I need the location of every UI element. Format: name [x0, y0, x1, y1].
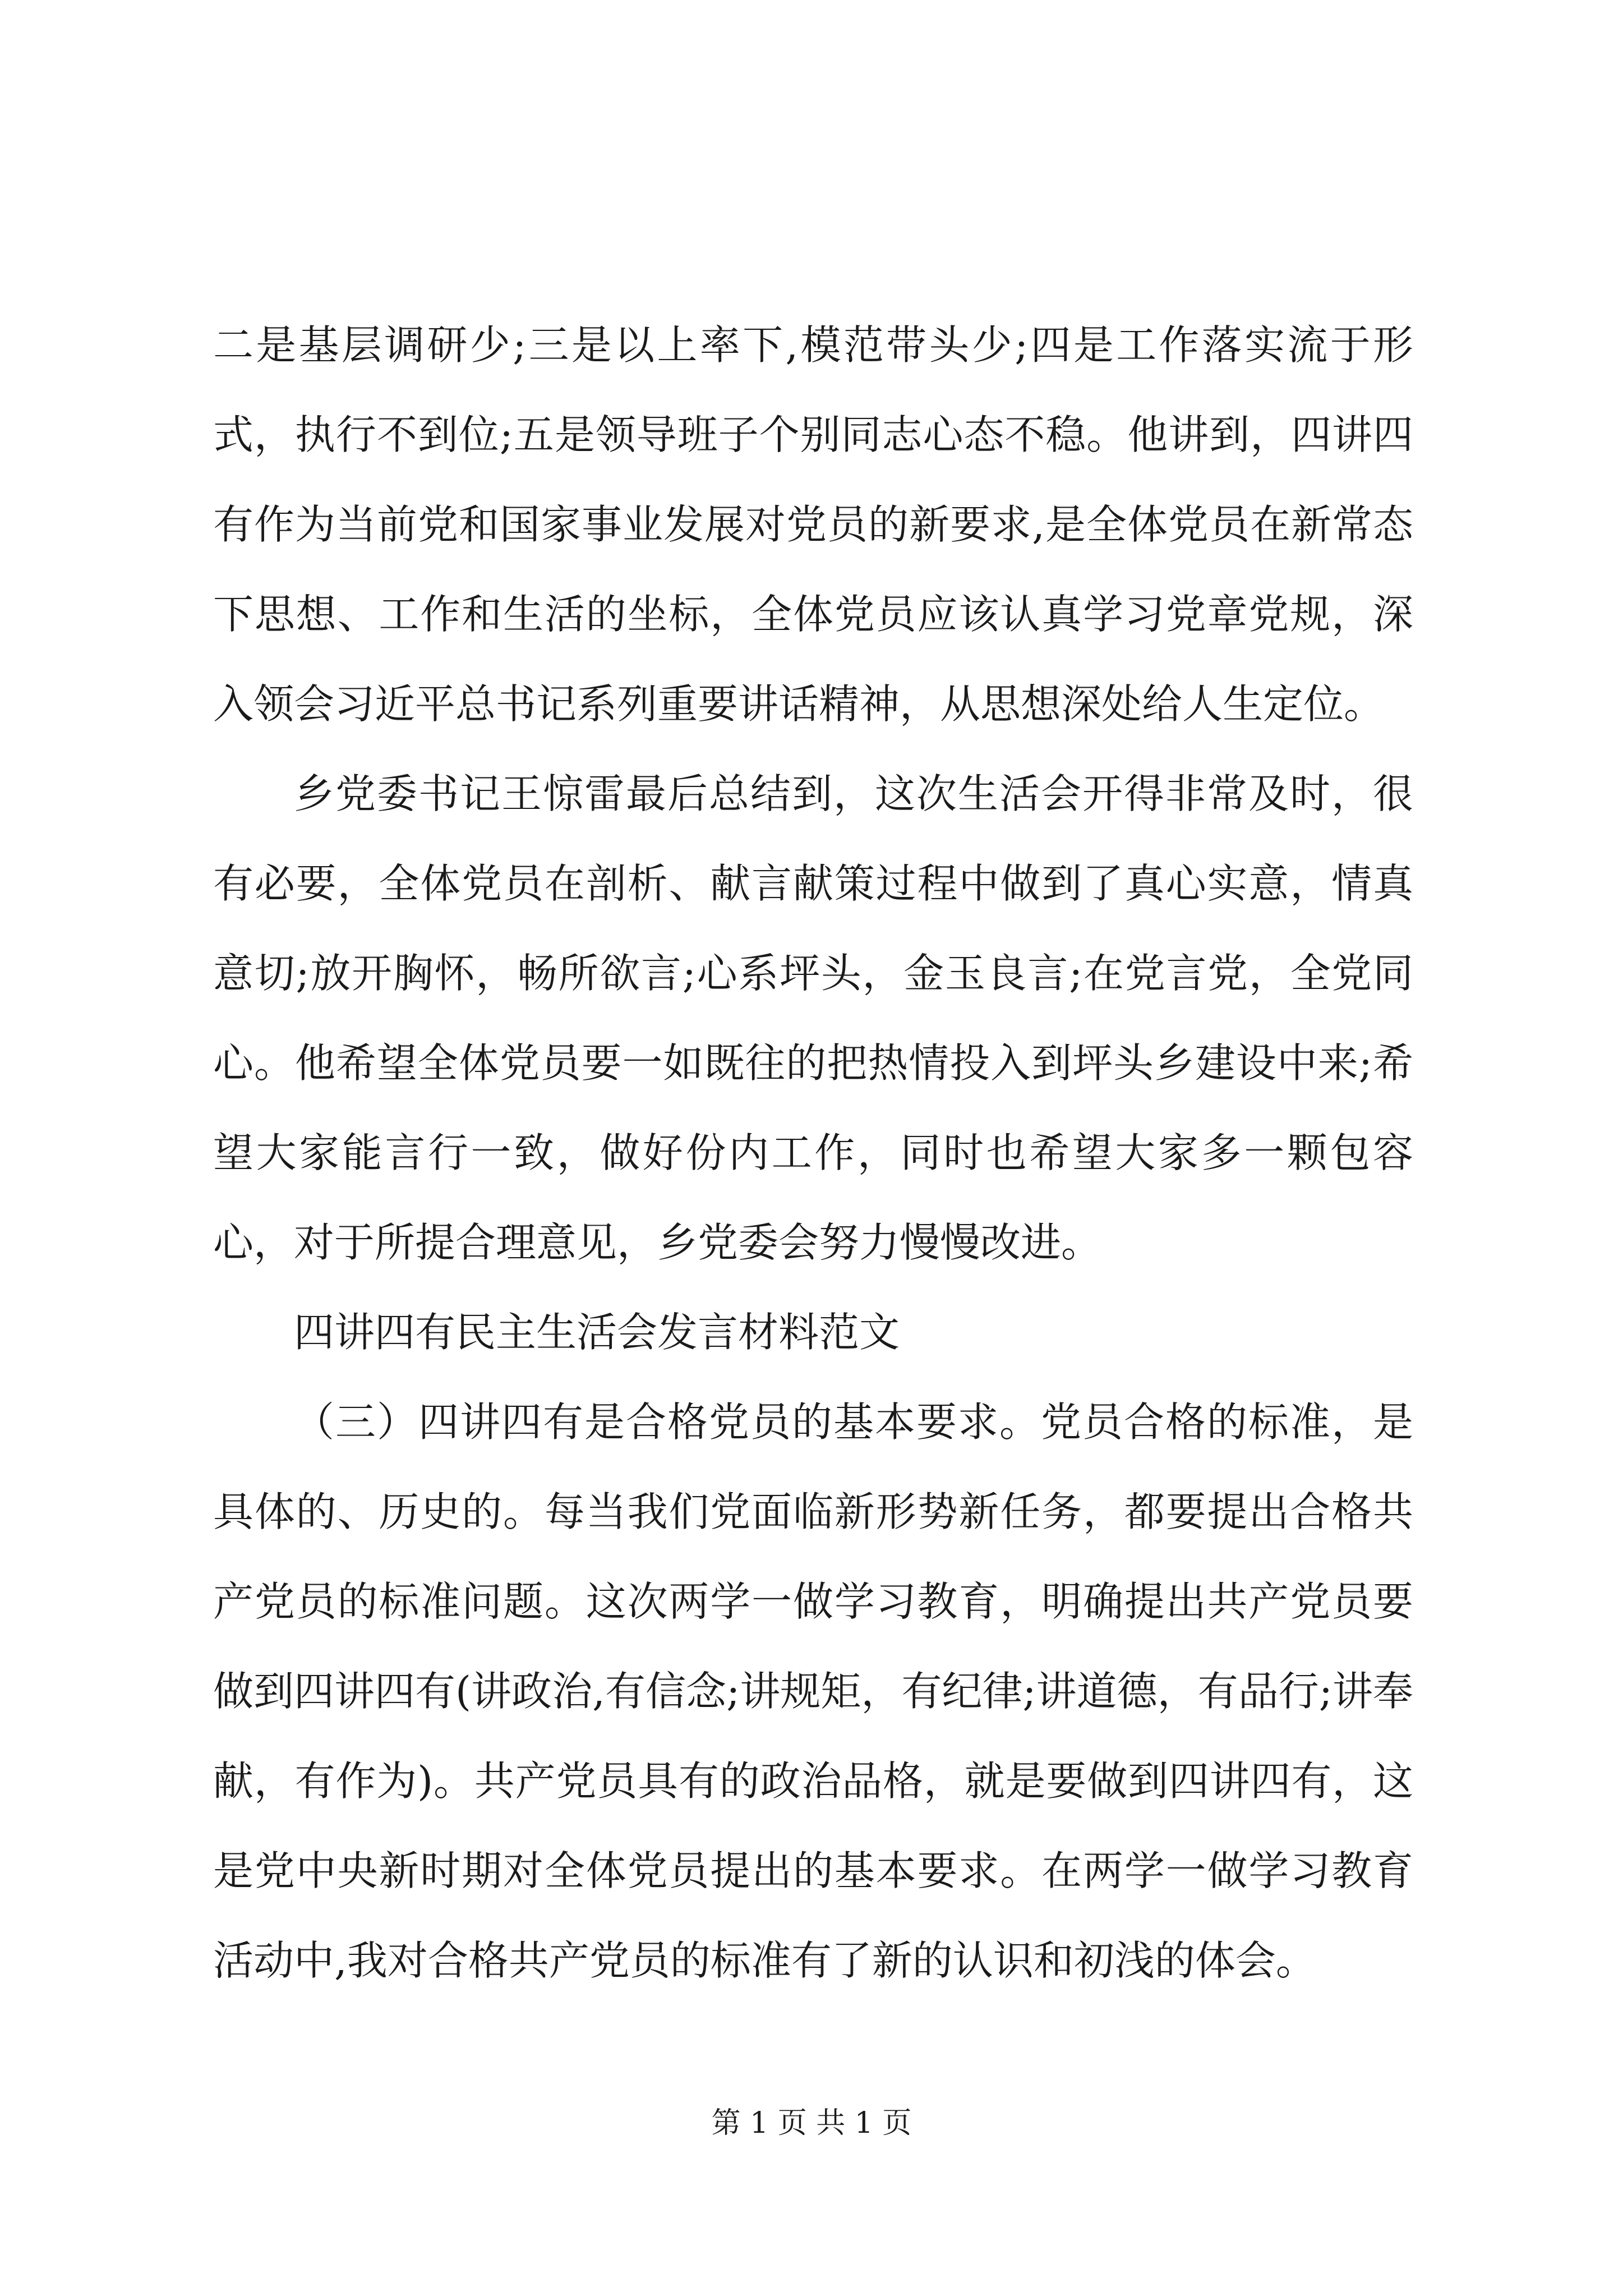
body-paragraph-3: （三）四讲四有是合格党员的基本要求。党员合格的标准，是具体的、历史的。每当我们党面临新形势新任务，都要提出合格共产党员的标准问题。这次两学一做学习教育，明确提出共产党员要做到四讲四有(讲政治,有信念;讲规矩，有纪律;讲道德，有品行;讲奉献，有作为)。共产党员具有的政治品格，就是要做到四讲四有，这是党中央新时期对全体党员提出的基本要求。在两学一做学习教育活动中,我对合格共产党员的标准有了新的认识和初浅的体会。	[213, 1398, 1413, 1984]
body-paragraph-2: 乡党委书记王惊雷最后总结到，这次生活会开得非常及时，很有必要，全体党员在剖析、献言献策过程中做到了真心实意，情真意切;放开胸怀，畅所欲言;心系坪头，金玉良言;在党言党，全党同心。他希望全体党员要一如既往的把热情投入到坪头乡建设中来;希望大家能言行一致，做好份内工作，同时也希望大家多一颗包容心，对于所提合理意见，乡党委会努力慢慢改进。	[213, 770, 1413, 1266]
document-body	[213, 300, 1413, 2005]
page-footer: 第 1 页 共 1 页	[711, 2106, 912, 2140]
section-heading: 四讲四有民主生活会发言材料范文	[294, 1309, 900, 1356]
body-paragraph-1: 二是基层调研少;三是以上率下,模范带头少;四是工作落实流于形式，执行不到位;五是领导班子个别同志心态不稳。他讲到，四讲四有作为当前党和国家事业发展对党员的新要求,是全体党员在新常态下思想、工作和生活的坐标，全体党员应该认真学习党章党规，深入领会习近平总书记系列重要讲话精神，从思想深处给人生定位。	[213, 321, 1413, 728]
